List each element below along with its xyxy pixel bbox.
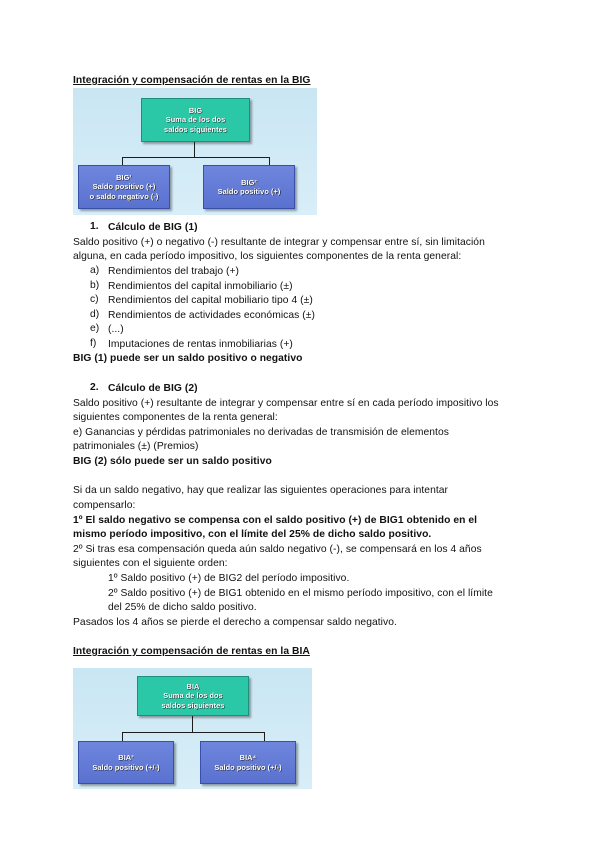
list-letter: c): [90, 294, 99, 305]
negative-sub2-line2: del 25% de dicho saldo positivo.: [108, 602, 257, 613]
calc2-item-line2: patrimoniales (±) (Premios): [73, 441, 199, 452]
big-top-box: [141, 98, 250, 142]
calc2-intro-line2: siguientes componentes de la renta general:: [73, 412, 278, 423]
big-top-line2: Suma de los dos: [165, 115, 226, 125]
list-item: Rendimientos de actividades económicas (±): [108, 310, 315, 321]
big1-box: [78, 165, 170, 209]
calc2-item-line1: e) Ganancias y pérdidas patrimoniales no derivadas de transmisión de elementos: [73, 427, 449, 438]
connector-line: [194, 142, 195, 157]
negative-bold-line2: mismo período impositivo, con el límite del 25% de dicho saldo positivo.: [73, 529, 432, 540]
list-letter: b): [90, 280, 100, 291]
big1-label: BIG¹: [116, 172, 132, 182]
connector-line: [122, 157, 269, 158]
big-top-line3: saldos siguientes: [164, 124, 227, 134]
section-title-big: Integración y compensación de rentas en la BIG: [73, 75, 311, 86]
connector-line: [192, 716, 193, 732]
negative-second-line1: 2º Si tras esa compensación queda aún saldo negativo (-), se compensará en los 4 años: [73, 544, 482, 555]
list-item: Rendimientos del capital inmobiliario (±): [108, 281, 293, 292]
list-item: (...): [108, 324, 124, 335]
big-diagram: [73, 88, 317, 215]
connector-line: [122, 157, 123, 165]
bia-diagram: [73, 668, 312, 789]
list-letter: d): [90, 309, 100, 320]
big1-line2: Saldo positivo (+): [92, 182, 156, 192]
negative-line1: Si da un saldo negativo, hay que realizar las siguientes operaciones para intentar: [73, 485, 449, 496]
calc2-intro-line1: Saldo positivo (+) resultante de integrar y compensar entre sí en cada período impositivo los: [73, 398, 499, 409]
big2-line2: Saldo positivo (+): [217, 187, 281, 196]
list-item: Rendimientos del capital mobiliario tipo 4 (±): [108, 295, 313, 306]
bia4-line2: Saldo positivo (+/-): [214, 762, 282, 772]
list-letter: f): [90, 338, 97, 349]
bia-top-box: [137, 676, 249, 716]
big1-line3: o saldo negativo (-): [89, 191, 159, 201]
list-letter: a): [90, 265, 100, 276]
list-number: 2.: [90, 382, 99, 393]
connector-line: [269, 157, 270, 165]
calc2-heading: Cálculo de BIG (2): [108, 383, 198, 394]
list-item: Imputaciones de rentas inmobiliarias (+): [108, 339, 293, 350]
bia3-line2: Saldo positivo (+/-): [92, 762, 160, 772]
connector-line: [122, 732, 264, 733]
bia-top-line2: Suma de los dos: [163, 691, 223, 701]
calc1-heading: Cálculo de BIG (1): [108, 222, 198, 233]
negative-final: Pasados los 4 años se pierde el derecho a compensar saldo negativo.: [73, 617, 397, 628]
list-item: Rendimientos del trabajo (+): [108, 266, 240, 277]
bia3-label: BIA³: [118, 753, 134, 762]
calc2-conclusion: BIG (2) sólo puede ser un saldo positivo: [73, 456, 272, 467]
big2-label: BIG²: [241, 177, 257, 187]
list-letter: e): [90, 323, 100, 334]
bia4-box: [200, 741, 296, 784]
bia3-box: [78, 741, 174, 784]
calc1-conclusion: BIG (1) puede ser un saldo positivo o negativo: [73, 353, 303, 364]
negative-bold-line1: 1º El saldo negativo se compensa con el saldo positivo (+) de BIG1 obtenido en el: [73, 515, 478, 526]
negative-line2: compensarlo:: [73, 500, 136, 511]
connector-line: [264, 732, 265, 741]
negative-sub1: 1º Saldo positivo (+) de BIG2 del período impositivo.: [108, 573, 350, 584]
big-top-label: BIG: [188, 105, 203, 115]
big2-box: [203, 165, 295, 209]
bia-top-label: BIA: [186, 681, 200, 691]
negative-sub2-line1: 2º Saldo positivo (+) de BIG1 obtenido en el mismo período impositivo, con el límite: [108, 588, 493, 599]
connector-line: [122, 732, 123, 741]
bia4-label: BIA⁴: [239, 753, 257, 762]
negative-second-line2: siguientes con el siguiente orden:: [73, 558, 228, 569]
section-title-bia: Integración y compensación de rentas en la BIA: [73, 646, 310, 657]
calc1-intro-line1: Saldo positivo (+) o negativo (-) resultante de integrar y compensar entre sí, sin limitación: [73, 237, 485, 248]
bia-top-line3: saldos siguientes: [161, 700, 225, 710]
calc1-intro-line2: alguna, en cada período impositivo, los siguientes componentes de la renta general:: [73, 251, 462, 262]
list-number: 1.: [90, 221, 99, 232]
